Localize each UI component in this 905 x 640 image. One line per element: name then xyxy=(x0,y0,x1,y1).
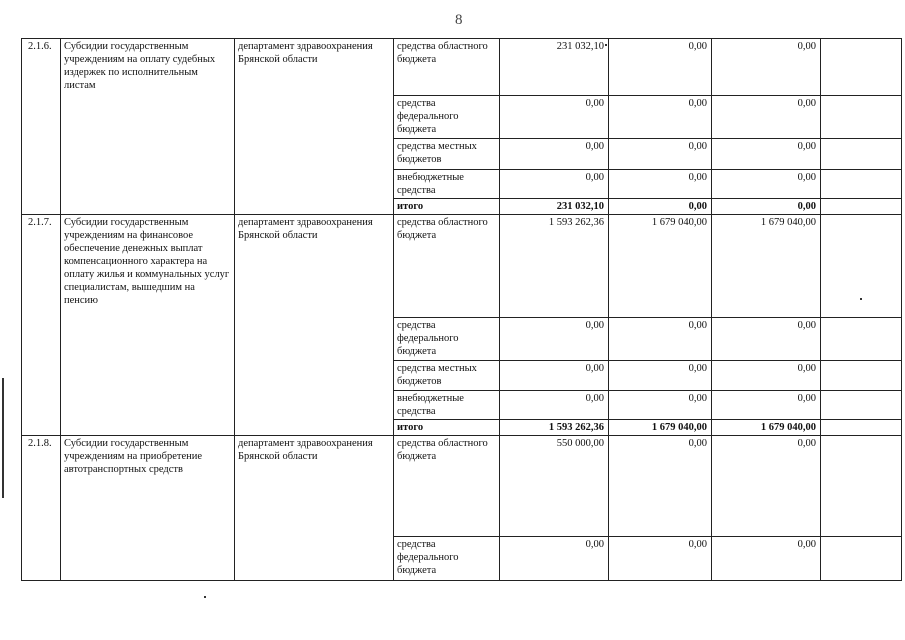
measure-code: 2.1.7. xyxy=(22,215,61,436)
amount-year-2: 0,00 xyxy=(609,96,712,139)
amount-year-3: 0,00 xyxy=(712,96,821,139)
table-row xyxy=(22,215,902,318)
table-body xyxy=(22,39,902,581)
empty-cell xyxy=(821,170,902,199)
measure-code: 2.1.6. xyxy=(22,39,61,215)
amount-year-3: 0,00 xyxy=(712,139,821,170)
funding-source: средства местных бюджетов xyxy=(394,139,500,170)
amount-year-1: 0,00 xyxy=(500,361,609,391)
funding-source: средства областного бюджета xyxy=(394,39,500,96)
amount-year-1: 231 032,10 xyxy=(500,39,609,96)
amount-year-2: 1 679 040,00 xyxy=(609,215,712,318)
funding-source: внебюджетные средства xyxy=(394,391,500,420)
empty-cell xyxy=(821,139,902,170)
measure-name: Субсидии государственным учреждениям на приобретение автотранспортных средств xyxy=(61,436,235,581)
empty-cell xyxy=(821,361,902,391)
funding-source: средства областного бюджета xyxy=(394,215,500,318)
amount-year-3: 0,00 xyxy=(712,318,821,361)
funding-source: средства федерального бюджета xyxy=(394,537,500,581)
scan-edge-mark xyxy=(2,378,4,498)
table-row xyxy=(22,39,902,96)
funding-source: итого xyxy=(394,420,500,436)
amount-year-3: 1 679 040,00 xyxy=(712,420,821,436)
amount-year-2: 0,00 xyxy=(609,170,712,199)
amount-year-1: 0,00 xyxy=(500,391,609,420)
amount-year-2: 0,00 xyxy=(609,436,712,537)
amount-year-2: 0,00 xyxy=(609,39,712,96)
funding-source: средства местных бюджетов xyxy=(394,361,500,391)
amount-year-1: 1 593 262,36 xyxy=(500,215,609,318)
measure-name: Субсидии государственным учреждениям на финансовое обеспечение денежных выплат компенсационного характера на оплату жилья и коммунальных услуг специалистам, вышедшим на пенсию xyxy=(61,215,235,436)
empty-cell xyxy=(821,537,902,581)
amount-year-2: 0,00 xyxy=(609,139,712,170)
empty-cell xyxy=(821,391,902,420)
amount-year-2: 0,00 xyxy=(609,318,712,361)
amount-year-3: 0,00 xyxy=(712,436,821,537)
amount-year-2: 0,00 xyxy=(609,199,712,215)
amount-year-1: 0,00 xyxy=(500,537,609,581)
empty-cell xyxy=(821,215,902,318)
funding-source: средства федерального бюджета xyxy=(394,96,500,139)
empty-cell xyxy=(821,199,902,215)
funding-source: внебюджетные средства xyxy=(394,170,500,199)
budget-table xyxy=(21,38,902,581)
responsible-agency: департамент здравоохранения Брянской области xyxy=(235,215,394,436)
empty-cell xyxy=(821,420,902,436)
measure-name: Субсидии государственным учреждениям на оплату судебных издержек по исполнительным листам xyxy=(61,39,235,215)
empty-cell xyxy=(821,39,902,96)
amount-year-3: 0,00 xyxy=(712,391,821,420)
amount-year-2: 0,00 xyxy=(609,537,712,581)
amount-year-1: 0,00 xyxy=(500,139,609,170)
amount-year-1: 0,00 xyxy=(500,96,609,139)
measure-code: 2.1.8. xyxy=(22,436,61,581)
amount-year-2: 0,00 xyxy=(609,361,712,391)
amount-year-1: 0,00 xyxy=(500,318,609,361)
responsible-agency: департамент здравоохранения Брянской области xyxy=(235,39,394,215)
amount-year-1: 1 593 262,36 xyxy=(500,420,609,436)
amount-year-1: 231 032,10 xyxy=(500,199,609,215)
scan-speck xyxy=(204,596,206,598)
amount-year-3: 0,00 xyxy=(712,170,821,199)
amount-year-3: 1 679 040,00 xyxy=(712,215,821,318)
amount-year-2: 1 679 040,00 xyxy=(609,420,712,436)
table-row xyxy=(22,436,902,537)
page-number: 8 xyxy=(455,12,463,28)
amount-year-1: 550 000,00 xyxy=(500,436,609,537)
amount-year-3: 0,00 xyxy=(712,361,821,391)
amount-year-2: 0,00 xyxy=(609,391,712,420)
amount-year-1: 0,00 xyxy=(500,170,609,199)
amount-year-3: 0,00 xyxy=(712,39,821,96)
empty-cell xyxy=(821,318,902,361)
funding-source: итого xyxy=(394,199,500,215)
empty-cell xyxy=(821,436,902,537)
funding-source: средства федерального бюджета xyxy=(394,318,500,361)
amount-year-3: 0,00 xyxy=(712,537,821,581)
empty-cell xyxy=(821,96,902,139)
responsible-agency: департамент здравоохранения Брянской области xyxy=(235,436,394,581)
funding-source: средства областного бюджета xyxy=(394,436,500,537)
amount-year-3: 0,00 xyxy=(712,199,821,215)
